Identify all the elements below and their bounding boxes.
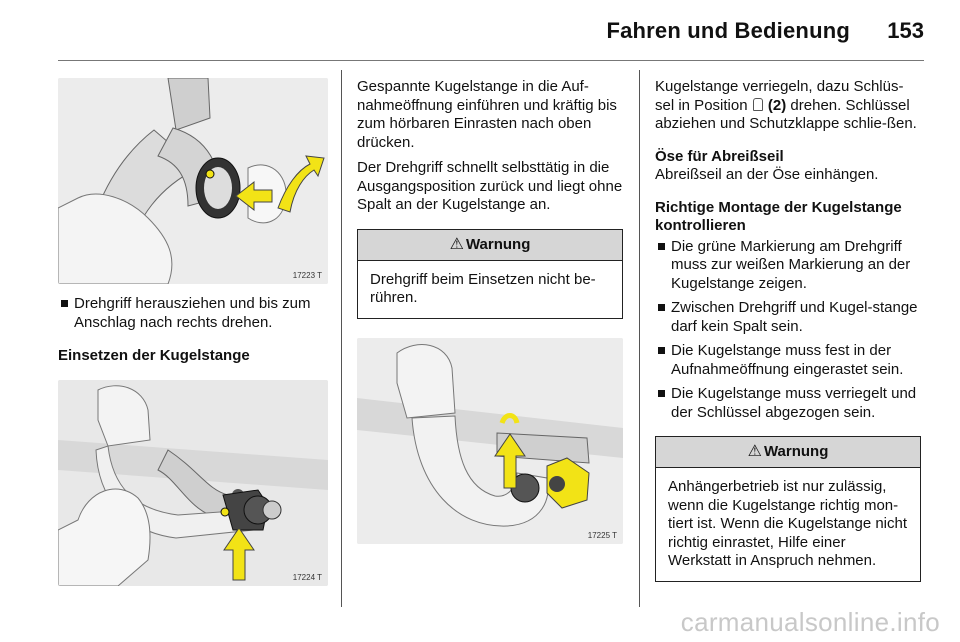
figure-tow-bar-insert — [58, 380, 328, 586]
bullet-pull-handle: Drehgriff herausziehen und bis zum Anschlag nach rechts drehen. — [58, 295, 328, 332]
tow-bar-locked-illustration — [357, 338, 623, 544]
heading-check-mounting: Richtige Montage der Kugelstange kontrollieren — [655, 198, 902, 234]
column-2 — [357, 78, 623, 544]
figure-tow-bar-handle — [58, 78, 328, 284]
bullet-square-icon — [658, 304, 665, 311]
list-item: Zwischen Drehgriff und Kugel-stange darf kein Spalt sein. — [655, 299, 921, 336]
paragraph-breakaway-cable: Abreißseil an der Öse einhängen. — [655, 166, 879, 183]
paragraph-insert-instructions: Gespannte Kugelstange in die Auf-nahmeöffnung einführen und kräftig bis zum hörbaren Einrasten nach oben drücken. — [357, 78, 617, 151]
column-3 — [655, 78, 921, 582]
warning-text: Drehgriff beim Einsetzen nicht be-rühren. — [370, 270, 596, 306]
page-number: 153 — [887, 18, 924, 43]
list-item: Die Kugelstange muss verriegelt und der Schlüssel abgezogen sein. — [655, 385, 921, 422]
bullet-square-icon — [658, 347, 665, 354]
figure-code: 17224 T — [292, 572, 322, 582]
warning-box — [655, 436, 921, 582]
column-divider-1 — [341, 70, 342, 607]
page-header — [0, 0, 960, 62]
page-title: Fahren und Bedienung — [606, 18, 850, 43]
list-item: Die grüne Markierung am Drehgriff muss zur weißen Markierung an der Kugelstange zeigen. — [655, 238, 921, 294]
paragraph-handle-return: Der Drehgriff schnellt selbsttätig in die Ausgangsposition zurück und liegt ohne Spalt an der Kugelstange an. — [357, 159, 623, 213]
warning-box — [357, 229, 623, 319]
lock-key-icon — [753, 98, 763, 111]
paragraph-lock-ball-bar: Kugelstange verriegeln, dazu Schlüs-sel in Position (2) drehen. Schlüssel abziehen und Schutzklappe schlie-ßen. — [655, 78, 917, 132]
warning-triangle-icon: ⚠ — [747, 443, 762, 460]
heading-insert-ball-bar: Einsetzen der Kugelstange — [58, 347, 250, 364]
heading-breakaway-eye: Öse für Abreißseil — [655, 147, 784, 165]
figure-code: 17223 T — [292, 271, 322, 280]
warning-header: ⚠ Warnung — [358, 230, 622, 261]
tow-bar-handle-pull-illustration — [58, 78, 328, 284]
bullet-square-icon — [658, 243, 665, 250]
warning-header: ⚠ Warnung — [656, 437, 920, 468]
column-divider-2 — [639, 70, 640, 607]
bullet-square-icon — [658, 390, 665, 397]
list-item: Die Kugelstange muss fest in der Aufnahmeöffnung eingerastet sein. — [655, 342, 921, 379]
bullet-square-icon — [61, 300, 68, 307]
tow-bar-insert-illustration — [58, 380, 328, 586]
warning-triangle-icon: ⚠ — [449, 235, 464, 253]
warning-text: Anhängerbetrieb ist nur zulässig, wenn die Kugelstange richtig mon-tiert ist. Wenn die Kugelstange nicht richtig einrastet, Hilfe einer Werkstatt in Anspruch nehmen. — [668, 478, 908, 569]
figure-tow-bar-locked — [357, 338, 623, 544]
watermark: carmanualsonline.info — [680, 607, 940, 637]
figure-code: 17225 T — [587, 530, 617, 540]
header-rule — [58, 60, 924, 61]
column-1 — [58, 78, 328, 586]
